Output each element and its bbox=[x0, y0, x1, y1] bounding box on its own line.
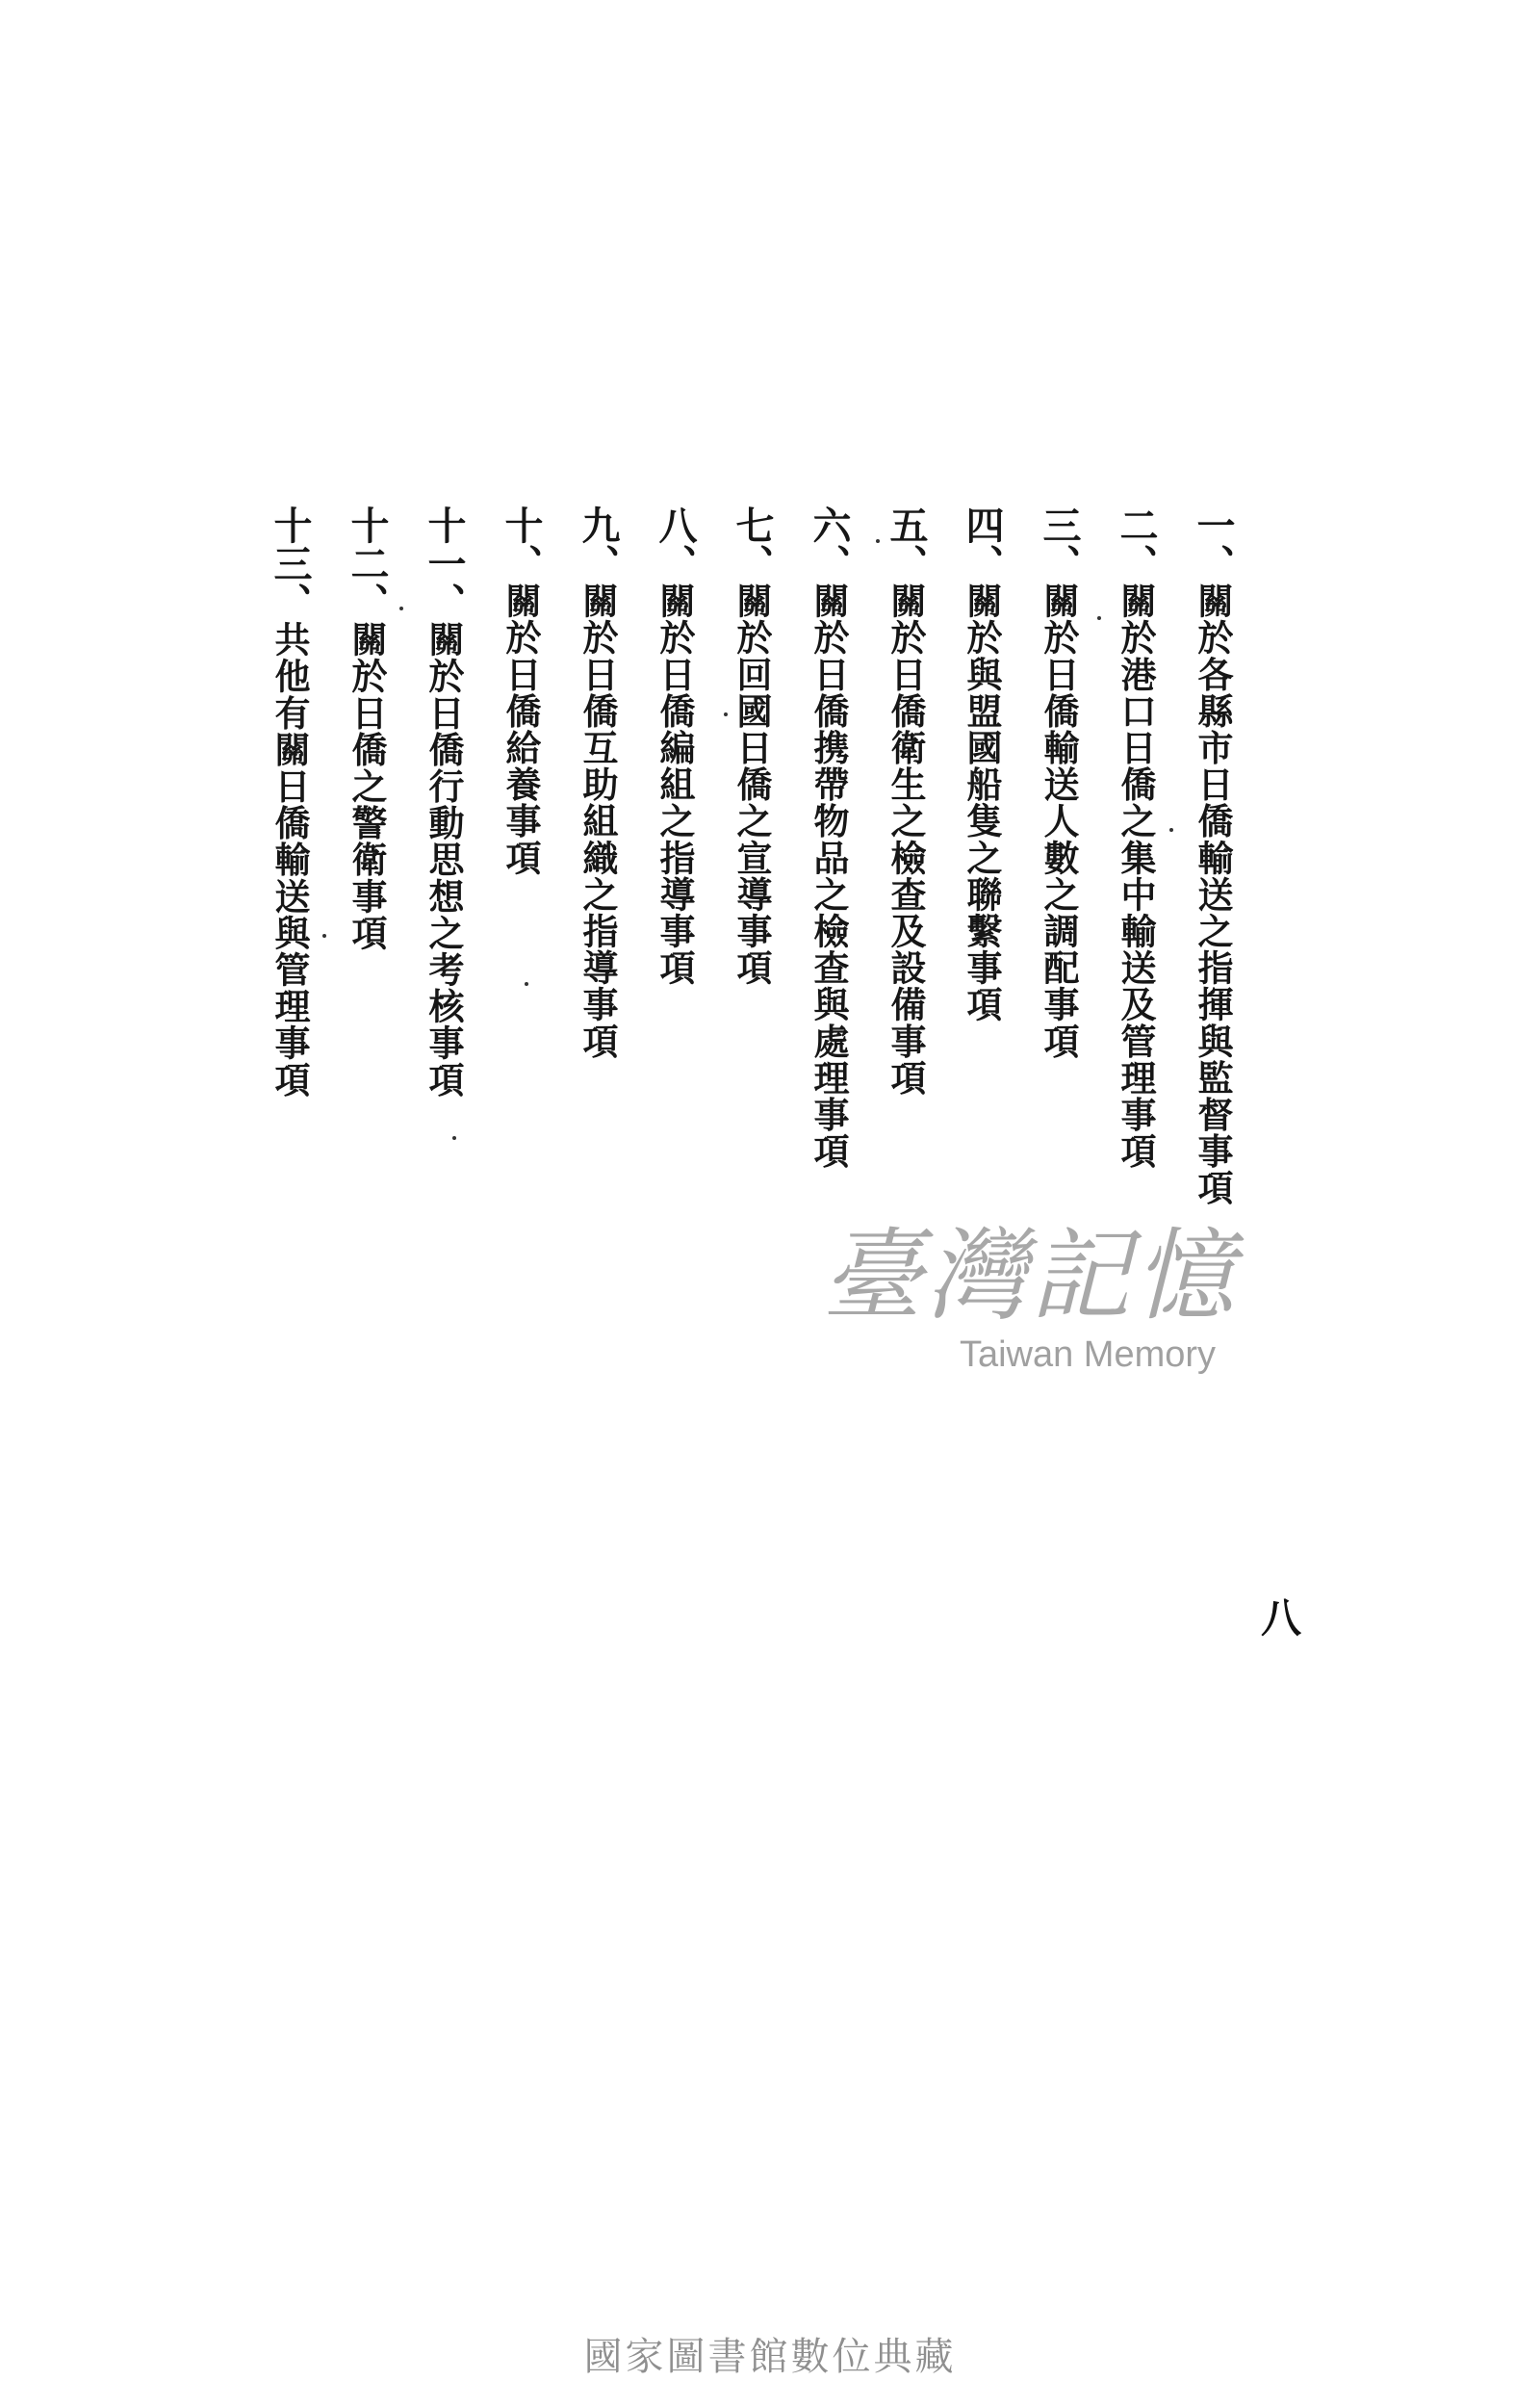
item-text: 關於日僑行動思想之考核事項 bbox=[423, 621, 465, 1099]
list-item bbox=[648, 505, 702, 986]
scan-speck bbox=[724, 712, 728, 716]
item-text: 關於與盟國船隻之聯繫事項 bbox=[961, 582, 1003, 1023]
item-text: 關於日僑給養事項 bbox=[500, 582, 542, 876]
list-item bbox=[340, 505, 394, 951]
list-item bbox=[802, 505, 856, 1170]
item-text: 關於港口日僑之集中輸送及管理事項 bbox=[1115, 582, 1157, 1170]
item-number: 三、 bbox=[1037, 505, 1082, 582]
list-item bbox=[879, 505, 933, 1096]
scan-speck bbox=[525, 982, 528, 986]
item-number: 十二、 bbox=[345, 505, 390, 621]
item-text: 關於日僑之警衛事項 bbox=[346, 621, 388, 951]
item-text: 關於回國日僑之宣導事項 bbox=[731, 582, 773, 987]
item-number: 十一、 bbox=[422, 505, 467, 621]
item-text: 關於日僑輸送人數之調配事項 bbox=[1038, 582, 1080, 1060]
item-number: 六、 bbox=[807, 505, 852, 582]
item-number: 十三、 bbox=[268, 505, 313, 621]
scan-speck bbox=[322, 934, 326, 938]
item-number: 五、 bbox=[884, 505, 929, 582]
list-item bbox=[263, 505, 317, 1098]
watermark-english: Taiwan Memory bbox=[959, 1334, 1217, 1375]
item-number: 四、 bbox=[960, 505, 1005, 582]
page-number: 八 bbox=[1261, 1594, 1302, 1642]
list-item bbox=[1032, 505, 1086, 1059]
item-text: 共他有關日僑輸送與管理事項 bbox=[269, 621, 311, 1099]
item-text: 關於日僑互助組織之指導事項 bbox=[577, 582, 619, 1060]
list-item bbox=[955, 505, 1009, 1022]
scan-speck bbox=[452, 1136, 456, 1140]
watermark bbox=[760, 1218, 1299, 1376]
list-item bbox=[571, 505, 625, 1059]
item-number: 九、 bbox=[576, 505, 621, 582]
watermark-chinese: 臺灣記憶 bbox=[821, 1217, 1238, 1334]
item-number: 二、 bbox=[1114, 505, 1159, 582]
item-text: 關於日僑衛生之檢查及設備事項 bbox=[885, 582, 927, 1097]
item-text: 關於各縣市日僑輸送之指揮與監督事項 bbox=[1192, 582, 1234, 1206]
item-number: 一、 bbox=[1191, 505, 1236, 582]
item-text: 關於日僑携帶物品之檢查與處理事項 bbox=[808, 582, 850, 1170]
item-text: 關於日僑編組之指導事項 bbox=[654, 582, 696, 987]
list-item bbox=[1109, 505, 1163, 1170]
item-number: 七、 bbox=[730, 505, 775, 582]
scan-speck bbox=[876, 539, 880, 543]
scan-speck bbox=[399, 607, 403, 610]
list-item bbox=[1186, 505, 1240, 1206]
list-item bbox=[417, 505, 471, 1098]
item-number: 十、 bbox=[499, 505, 544, 582]
item-number: 八、 bbox=[653, 505, 698, 582]
list-item bbox=[725, 505, 779, 986]
footer-label: 國家圖書館數位典藏 bbox=[583, 2335, 957, 2379]
scan-speck bbox=[1097, 616, 1101, 620]
list-item bbox=[494, 505, 548, 876]
scan-speck bbox=[1169, 828, 1173, 832]
